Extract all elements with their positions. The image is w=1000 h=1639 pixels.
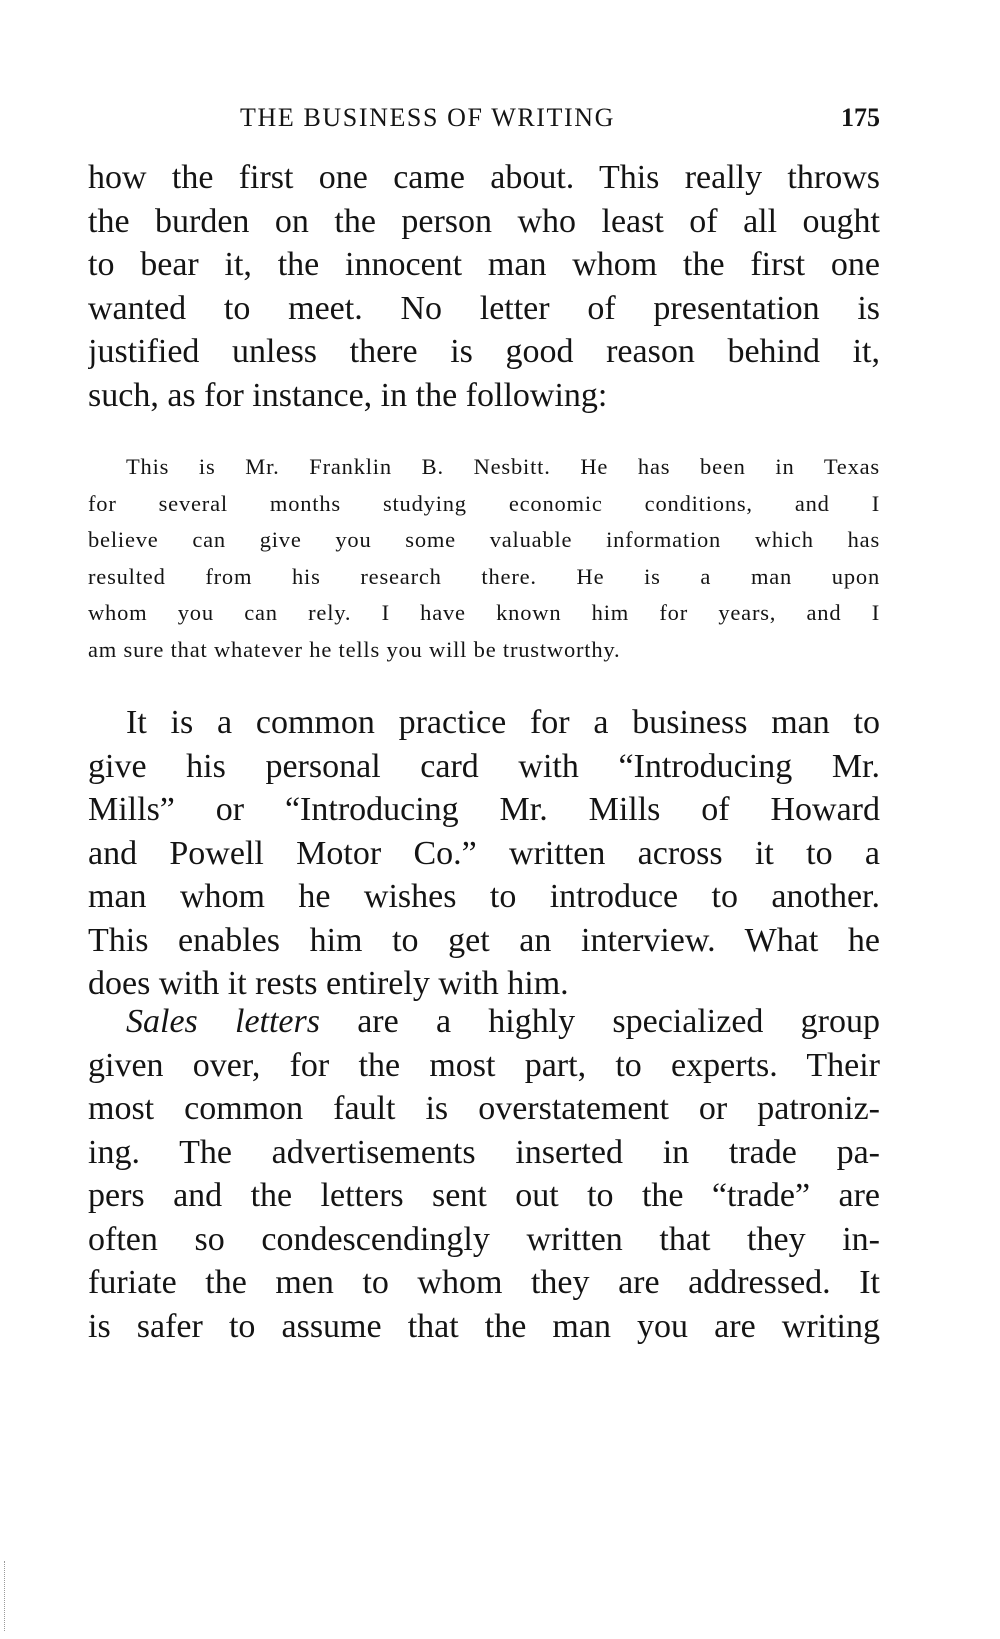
quote-line: believe can give you some valuable information which has [88,527,880,553]
text-line: ing. The advertisements inserted in trade pa- [88,1133,880,1171]
quote-line: for several months studying economic conditions, and I [88,490,880,516]
text-line: give his personal card with “Introducing Mr. [88,747,880,785]
text-line: furiate the men to whom they are addressed. It [88,1264,880,1301]
text-line: how the first one came about. This really throws [88,159,880,196]
binding-margin-mark [4,1561,6,1631]
page-number: 175 [841,103,880,132]
quote-line: whom you can rely. I have known him for years, and I [88,600,880,626]
sales-letters-heading: Sales letters [126,1003,320,1040]
paragraph-2 [88,701,880,1006]
page-header [240,100,880,136]
block-quote-letter [88,449,880,669]
text-line: and Powell Motor Co.” written across it to a [88,834,880,872]
text-line: such, as for instance, in the following: [88,376,608,414]
text-line: wanted to meet. No letter of presentation is [88,289,880,327]
text-line: the burden on the person who least of all ought [88,202,880,240]
text-line: given over, for the most part, to experts. Their [88,1046,880,1084]
text-line: justified unless there is good reason behind it, [88,333,880,370]
text-line: often so condescendingly written that they in- [88,1220,880,1258]
paragraph-3 [88,1000,880,1348]
paragraph-1 [88,156,880,417]
text-line: It is a common practice for a business man to [126,704,880,741]
text-line: does with it rests entirely with him. [88,965,569,1002]
text-line: to bear it, the innocent man whom the first one [88,246,880,283]
text-line: Mills” or “Introducing Mr. Mills of Howard [88,791,880,828]
quote-line: This is Mr. Franklin B. Nesbitt. He has been in Texas [126,454,880,479]
running-head: THE BUSINESS OF WRITING [240,103,616,132]
text-line: is safer to assume that the man you are writing [88,1307,880,1345]
text-line: pers and the letters sent out to the “trade” are [88,1177,880,1214]
text-line: man whom he wishes to introduce to another. [88,878,880,915]
text-line [88,1000,880,1044]
text-span: are a highly specialized group [319,1003,880,1040]
text-line: most common fault is overstatement or patroniz- [88,1090,880,1127]
text-line: This enables him to get an interview. What he [88,921,880,959]
quote-line: am sure that whatever he tells you will be trustworthy. [88,636,621,662]
quote-line: resulted from his research there. He is a man upon [88,563,880,589]
